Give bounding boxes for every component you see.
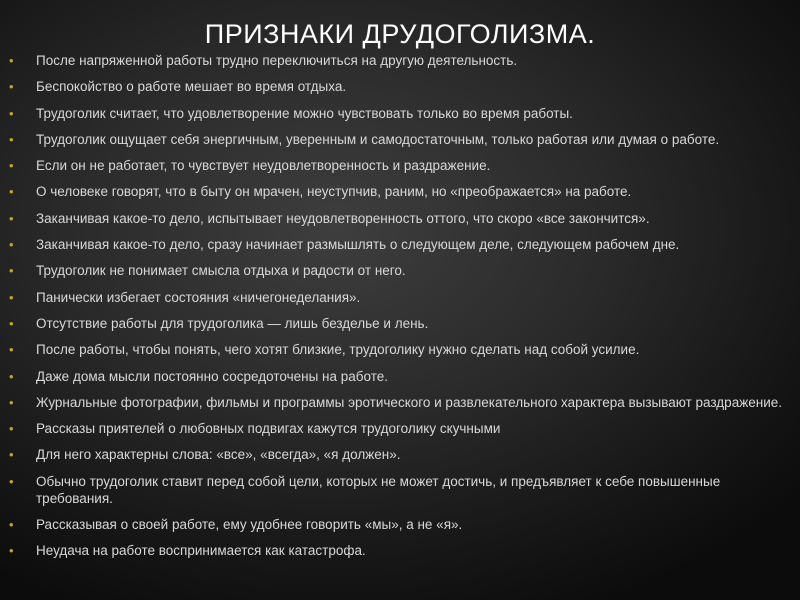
slide-title: ПРИЗНАКИ ДРУДОГОЛИЗМА. xyxy=(204,19,596,49)
bullet-text: Неудача на работе воспринимается как катастрофа. xyxy=(36,543,366,559)
bullet-item xyxy=(0,368,790,385)
bullet-dot-icon: • xyxy=(9,473,14,489)
bullet-dot-icon: • xyxy=(9,210,14,226)
bullet-dot-icon: • xyxy=(9,368,14,384)
bullet-item xyxy=(0,262,790,279)
bullet-item xyxy=(0,516,790,533)
bullet-text: Журнальные фотографии, фильмы и программы эротического и развлекательного характера вызывают раздражение. xyxy=(36,394,782,410)
bullet-text: Обычно трудоголик ставит перед собой цели, которых не может достичь, и предъявляет к себе повышенные требования. xyxy=(36,473,721,506)
bullet-text: Беспокойство о работе мешает во время отдыха. xyxy=(36,79,347,95)
bullet-dot-icon: • xyxy=(9,237,14,253)
bullet-text: Трудоголик ощущает себя энергичным, уверенным и самодостаточным, только работая или думая о работе. xyxy=(36,131,720,147)
bullet-text: Панически избегает состояния «ничегонеделания». xyxy=(36,289,361,305)
bullet-dot-icon: • xyxy=(9,131,14,147)
bullet-dot-icon: • xyxy=(9,263,14,279)
bullet-item xyxy=(0,394,790,411)
bullet-item xyxy=(0,542,790,559)
bullet-dot-icon: • xyxy=(9,421,14,437)
bullet-item xyxy=(0,236,790,253)
bullet-list xyxy=(0,52,790,569)
bullet-item xyxy=(0,315,790,332)
bullet-text: Даже дома мысли постоянно сосредоточены на работе. xyxy=(36,368,388,384)
bullet-dot-icon: • xyxy=(9,53,14,68)
bullet-item xyxy=(0,289,790,306)
bullet-text: Для него характерны слова: «все», «всегда», «я должен». xyxy=(36,447,401,463)
bullet-item xyxy=(0,341,790,358)
bullet-text: Рассказывая о своей работе, ему удобнее говорить «мы», а не «я». xyxy=(36,517,463,533)
bullet-text: Заканчивая какое-то дело, сразу начинает размышлять о следующем деле, следующем рабочем дне. xyxy=(36,237,680,253)
bullet-text: Трудоголик не понимает смысла отдыха и радости от него. xyxy=(36,263,406,279)
bullet-item xyxy=(0,183,790,200)
bullet-text: Заканчивая какое-то дело, испытывает неудовлетворенность оттого, что скоро «все закончится». xyxy=(36,210,650,226)
bullet-dot-icon: • xyxy=(9,447,14,463)
bullet-dot-icon: • xyxy=(9,342,14,358)
bullet-dot-icon: • xyxy=(9,289,14,305)
bullet-dot-icon: • xyxy=(9,315,14,331)
bullet-dot-icon: • xyxy=(9,517,14,533)
bullet-text: Трудоголик считает, что удовлетворение можно чувствовать только во время работы. xyxy=(36,105,573,121)
bullet-dot-icon: • xyxy=(9,158,14,174)
bullet-text: О человеке говорят, что в быту он мрачен, неуступчив, раним, но «преображается» на работе. xyxy=(36,184,632,200)
bullet-text: Если он не работает, то чувствует неудовлетворенность и раздражение. xyxy=(36,158,491,174)
bullet-item xyxy=(0,473,790,507)
bullet-dot-icon: • xyxy=(9,79,14,95)
bullet-dot-icon: • xyxy=(9,105,14,121)
bullet-dot-icon: • xyxy=(9,394,14,410)
bullet-item xyxy=(0,105,790,122)
bullet-item xyxy=(0,420,790,437)
bullet-item xyxy=(0,131,790,148)
bullet-text: Рассказы приятелей о любовных подвигах кажутся трудоголику скучными xyxy=(36,421,501,437)
bullet-text: Отсутствие работы для трудоголика — лишь безделье и лень. xyxy=(36,315,429,331)
bullet-item xyxy=(0,210,790,227)
bullet-text: После работы, чтобы понять, чего хотят близкие, трудоголику нужно сделать над собой усилие. xyxy=(36,342,640,358)
bullet-text: После напряженной работы трудно переключиться на другую деятельность. xyxy=(36,53,518,68)
bullet-item xyxy=(0,78,790,95)
bullet-item xyxy=(0,52,790,69)
bullet-item xyxy=(0,446,790,463)
bullet-item xyxy=(0,157,790,174)
bullet-dot-icon: • xyxy=(9,184,14,200)
bullet-dot-icon: • xyxy=(9,543,14,559)
